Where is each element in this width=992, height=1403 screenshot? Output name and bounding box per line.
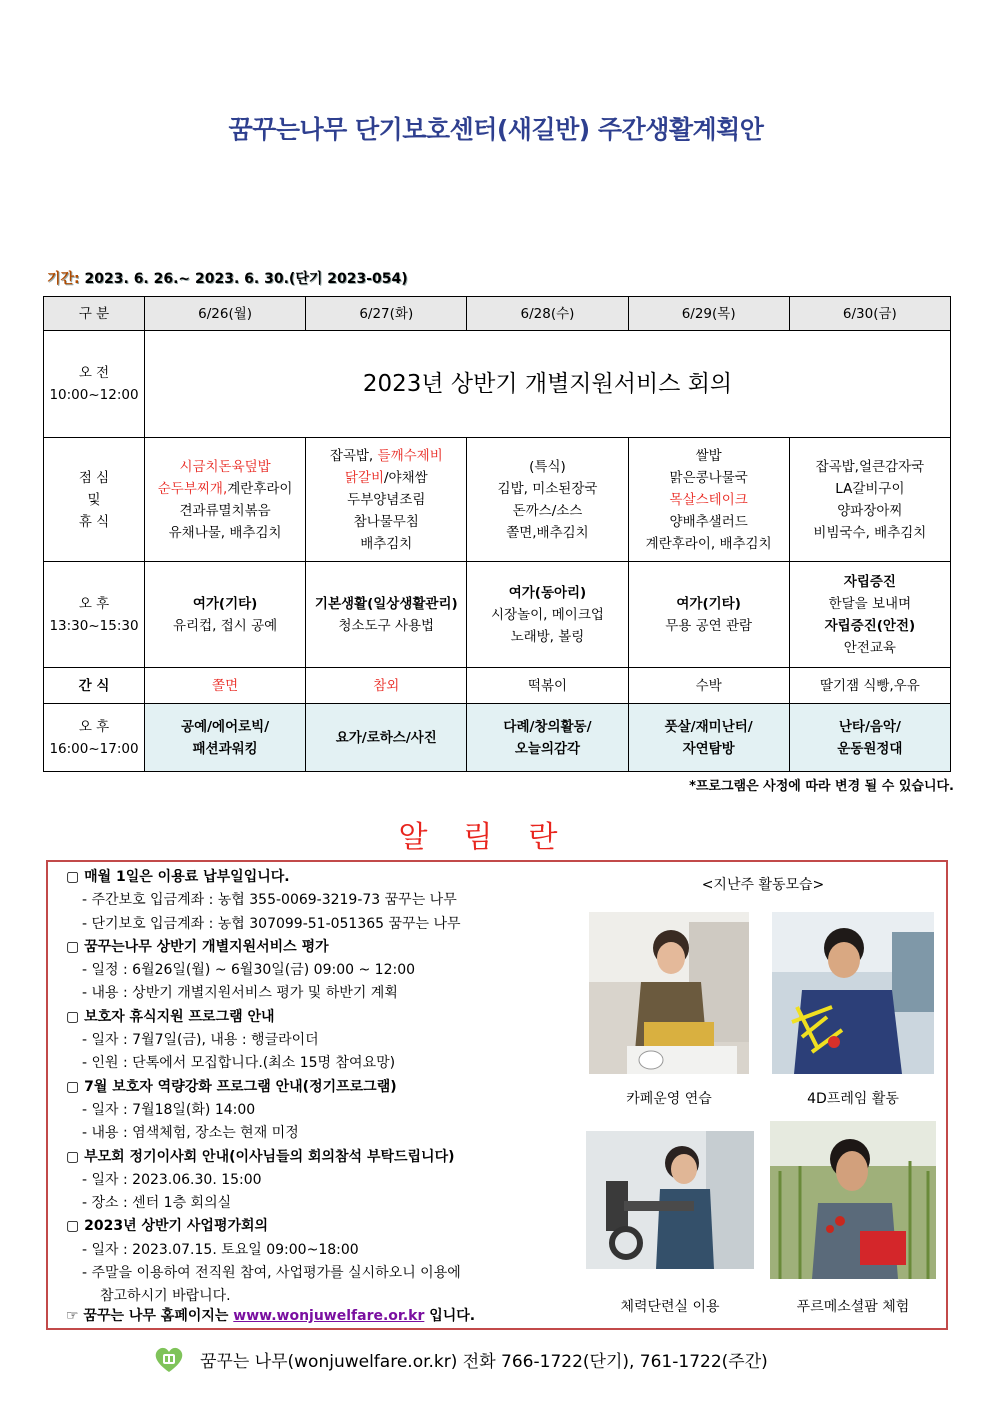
pm-program-line (792, 637, 948, 659)
notice-item: - 인원 : 단톡에서 모집합니다.(최소 15명 참여요망) (82, 1055, 396, 1072)
caption-cafe: 카페운영 연습 (626, 1091, 712, 1107)
pm-program-line (469, 626, 625, 648)
lunch-menu-text: 잡곡밥, (329, 447, 378, 464)
lunch-menu-text: 돈까스/소스 (512, 502, 583, 519)
homepage-link[interactable]: www.wonjuwelfare.or.kr (233, 1308, 425, 1324)
pm-program-line (792, 615, 948, 637)
lunch-menu-line (792, 500, 948, 522)
lunch-menu-line (631, 467, 787, 489)
lunch-menu-text: 들깨수제비 (377, 447, 443, 464)
lunch-menu-text: 비빔국수, 배추김치 (813, 524, 927, 541)
lunch-menu-line (469, 456, 625, 478)
pm-program-text: 기본생활(일상생활관리) (314, 595, 458, 612)
lunch-menu (467, 438, 628, 562)
pm-program-text: 무용 공연 관람 (665, 617, 753, 634)
pm-program-text: 시장놀이, 메이크업 (491, 606, 604, 623)
lunch-menu-text: 시금치돈육덮밥 (179, 458, 271, 475)
homepage-post: 입니다. (424, 1308, 476, 1324)
gallery-title: <지난주 활동모습> (701, 877, 825, 893)
pm-program-line (469, 604, 625, 626)
notice-item: - 내용 : 상반기 개별지원서비스 평가 및 하반기 계획 (82, 985, 398, 1002)
lunch-menu-text: (특식) (529, 458, 566, 475)
lunch-menu-text: 쫄면,배추김치 (506, 524, 589, 541)
notice-item: - 단기보호 입금계좌 : 농협 307099-51-051365 꿈꾸는 나무 (82, 915, 461, 932)
am-event: 2023년 상반기 개별지원서비스 회의 (145, 331, 951, 438)
lunch-menu-text: 배추김치 (360, 535, 413, 552)
notice-item-cont: 참고하시기 바랍니다. (100, 1288, 231, 1305)
tree-logo-icon (152, 1345, 186, 1373)
lunch-menu (628, 438, 789, 562)
lunch-menu-line (308, 467, 464, 489)
caption-gym: 체력단련실 이용 (620, 1299, 720, 1315)
lunch-menu-line (147, 500, 303, 522)
notice-heading: ▢ 부모회 정기이사회 안내(이사님들의 회의참석 부탁드립니다) (66, 1148, 455, 1165)
lunch-menu-text: 계란후라이 (227, 480, 293, 497)
header-row (44, 297, 951, 331)
lunch-menu-line (308, 533, 464, 555)
lunch-label: 점 심 및 휴 식 (44, 438, 145, 562)
pm-program-text: 여가(동아리) (508, 584, 587, 601)
late-pm-row (44, 704, 951, 772)
photo-socialfarm (770, 1121, 936, 1279)
period (47, 268, 408, 288)
lunch-menu-line (792, 456, 948, 478)
lunch-menu-line (308, 445, 464, 467)
lunch-menu-line (469, 522, 625, 544)
lunch-menu-line (147, 522, 303, 544)
notice-heading: ▢ 보호자 휴식지원 프로그램 안내 (66, 1008, 275, 1025)
lunch-menu (789, 438, 950, 562)
pm-program-text: 유리컵, 접시 공예 (173, 617, 278, 634)
photo-cafe (589, 912, 749, 1074)
pm-program-line (308, 593, 464, 615)
notice-box (46, 860, 948, 1330)
notice-item: - 일정 : 6월26일(월) ~ 6월30일(금) 09:00 ~ 12:00 (82, 962, 416, 979)
pm-program-text: 자립증진 (843, 573, 896, 590)
lunch-menu-text: 두부양념조림 (347, 491, 426, 508)
notice-item: - 일자 : 7월18일(화) 14:00 (82, 1101, 256, 1118)
header-day: 6/28(수) (467, 297, 628, 331)
notice-item: - 장소 : 센터 1층 회의실 (82, 1195, 232, 1212)
period-label: 기간: (47, 271, 80, 287)
pm-label: 오 후 13:30~15:30 (44, 562, 145, 668)
am-label: 오 전 10:00~12:00 (44, 331, 145, 438)
period-text: 2023. 6. 26.~ 2023. 6. 30.(단기 2023-054) (79, 271, 408, 287)
lunch-menu-line (631, 511, 787, 533)
notice-item: - 내용 : 염색체험, 장소는 현재 미정 (82, 1125, 299, 1142)
lunch-menu-text: 양배추샐러드 (669, 513, 748, 530)
pm-program-text: 안전교육 (843, 639, 896, 656)
late-pm-program: 난타/음악/ 운동원정대 (789, 704, 950, 772)
change-note: *프로그램은 사정에 따라 변경 될 수 있습니다. (689, 779, 954, 794)
photo-4dframe (772, 912, 934, 1074)
snack-row (44, 668, 951, 704)
lunch-menu-text: 닭갈비 (344, 469, 384, 486)
snack-item: 떡볶이 (467, 668, 628, 704)
snack-item: 수박 (628, 668, 789, 704)
pm-program (628, 562, 789, 668)
lunch-menu-text: 순두부찌개, (157, 480, 228, 497)
late-pm-program: 다례/창의활동/ 오늘의감각 (467, 704, 628, 772)
notice-heading: ▢ 7월 보호자 역량강화 프로그램 안내(정기프로그램) (66, 1078, 397, 1095)
schedule-table (43, 296, 951, 772)
lunch-menu-line (308, 511, 464, 533)
pm-program-line (631, 615, 787, 637)
pm-program-line (792, 593, 948, 615)
lunch-row (44, 438, 951, 562)
lunch-menu-line (631, 489, 787, 511)
lunch-menu-line (792, 478, 948, 500)
lunch-menu (306, 438, 467, 562)
notice-item: - 일자 : 7월7일(금), 내용 : 행글라이더 (82, 1032, 319, 1049)
header-day: 6/29(목) (628, 297, 789, 331)
lunch-menu-text: 맑은콩나물국 (669, 469, 748, 486)
pm-program-line (147, 593, 303, 615)
photo-gym (586, 1131, 754, 1269)
lunch-menu-line (308, 489, 464, 511)
lunch-menu-text: 잡곡밥,얼큰감자국 (815, 458, 925, 475)
pm-program-line (308, 615, 464, 637)
notice-item: - 주말을 이용하여 전직원 참여, 사업평가를 실시하오니 이용에 (82, 1265, 461, 1282)
notice-item: - 일자 : 2023.06.30. 15:00 (82, 1171, 262, 1188)
pm-program-text: 여가(기타) (192, 595, 258, 612)
pm-program (789, 562, 950, 668)
pm-program-line (469, 582, 625, 604)
pm-program-text: 자립증진(안전) (824, 617, 916, 634)
lunch-menu-line (147, 456, 303, 478)
pm-program (467, 562, 628, 668)
late-pm-program: 공예/에어로빅/ 패션과워킹 (145, 704, 306, 772)
homepage-pre: ☞ 꿈꾸는 나무 홈페이지는 (66, 1308, 234, 1324)
header-corner: 구 분 (44, 297, 145, 331)
late-pm-label: 오 후 16:00~17:00 (44, 704, 145, 772)
pm-program-line (631, 593, 787, 615)
notice-item: - 주간보호 입금계좌 : 농협 355-0069-3219-73 꿈꾸는 나무 (82, 892, 457, 909)
late-pm-program: 풋살/재미난터/ 자연탐방 (628, 704, 789, 772)
notice-heading: ▢ 꿈꾸는나무 상반기 개별지원서비스 평가 (66, 938, 329, 955)
caption-socialfarm: 푸르메소셜팜 체험 (796, 1299, 910, 1315)
pm-program (306, 562, 467, 668)
lunch-menu-text: 쌀밥 (695, 447, 722, 464)
pm-program-text: 한달을 보내며 (828, 595, 912, 612)
caption-4dframe: 4D프레임 활동 (807, 1091, 899, 1107)
page-title: 꿈꾸는나무 단기보호센터(새길반) 주간생활계획안 (228, 115, 764, 144)
late-pm-program: 요가/로하스/사진 (306, 704, 467, 772)
lunch-menu-line (469, 478, 625, 500)
snack-label: 간 식 (44, 668, 145, 704)
lunch-menu-line (631, 533, 787, 555)
notice-heading: ▢ 매월 1일은 이용료 납부일입니다. (66, 869, 290, 885)
footer (152, 1345, 768, 1373)
am-row (44, 331, 951, 438)
lunch-menu-line (469, 500, 625, 522)
notice-title: 알림란 (398, 820, 594, 855)
lunch-menu-text: 유채나물, 배추김치 (168, 524, 282, 541)
notice-item: - 일자 : 2023.07.15. 토요일 09:00~18:00 (82, 1241, 359, 1258)
lunch-menu-text: 김밥, 미소된장국 (497, 480, 598, 497)
lunch-menu-text: /야채쌈 (384, 469, 428, 486)
pm-row (44, 562, 951, 668)
lunch-menu-line (631, 445, 787, 467)
lunch-menu-text: LA갈비구이 (835, 480, 905, 497)
lunch-menu-line (792, 522, 948, 544)
header-day: 6/26(월) (145, 297, 306, 331)
homepage-line (66, 1305, 475, 1325)
footer-text: 꿈꾸는 나무(wonjuwelfare.or.kr) 전화 766-1722(단기), 761-1722(주간) (200, 1351, 768, 1372)
pm-program (145, 562, 306, 668)
pm-program-line (792, 571, 948, 593)
lunch-menu (145, 438, 306, 562)
lunch-menu-text: 참나물무침 (353, 513, 419, 530)
pm-program-line (147, 615, 303, 637)
lunch-menu-line (147, 478, 303, 500)
notice-list (66, 866, 586, 1309)
pm-program-text: 노래방, 볼링 (510, 628, 585, 645)
snack-item: 딸기잼 식빵,우유 (789, 668, 950, 704)
lunch-menu-text: 계란후라이, 배추김치 (645, 535, 772, 552)
snack-item: 쫄면 (145, 668, 306, 704)
lunch-menu-text: 목살스테이크 (669, 491, 748, 508)
lunch-menu-text: 양파장아찌 (837, 502, 903, 519)
lunch-menu-text: 견과류멸치볶음 (179, 502, 271, 519)
snack-item: 참외 (306, 668, 467, 704)
header-day: 6/30(금) (789, 297, 950, 331)
notice-heading: ▢ 2023년 상반기 사업평가회의 (66, 1218, 269, 1235)
pm-program-text: 여가(기타) (676, 595, 741, 612)
pm-program-text: 청소도구 사용법 (338, 617, 435, 634)
header-day: 6/27(화) (306, 297, 467, 331)
